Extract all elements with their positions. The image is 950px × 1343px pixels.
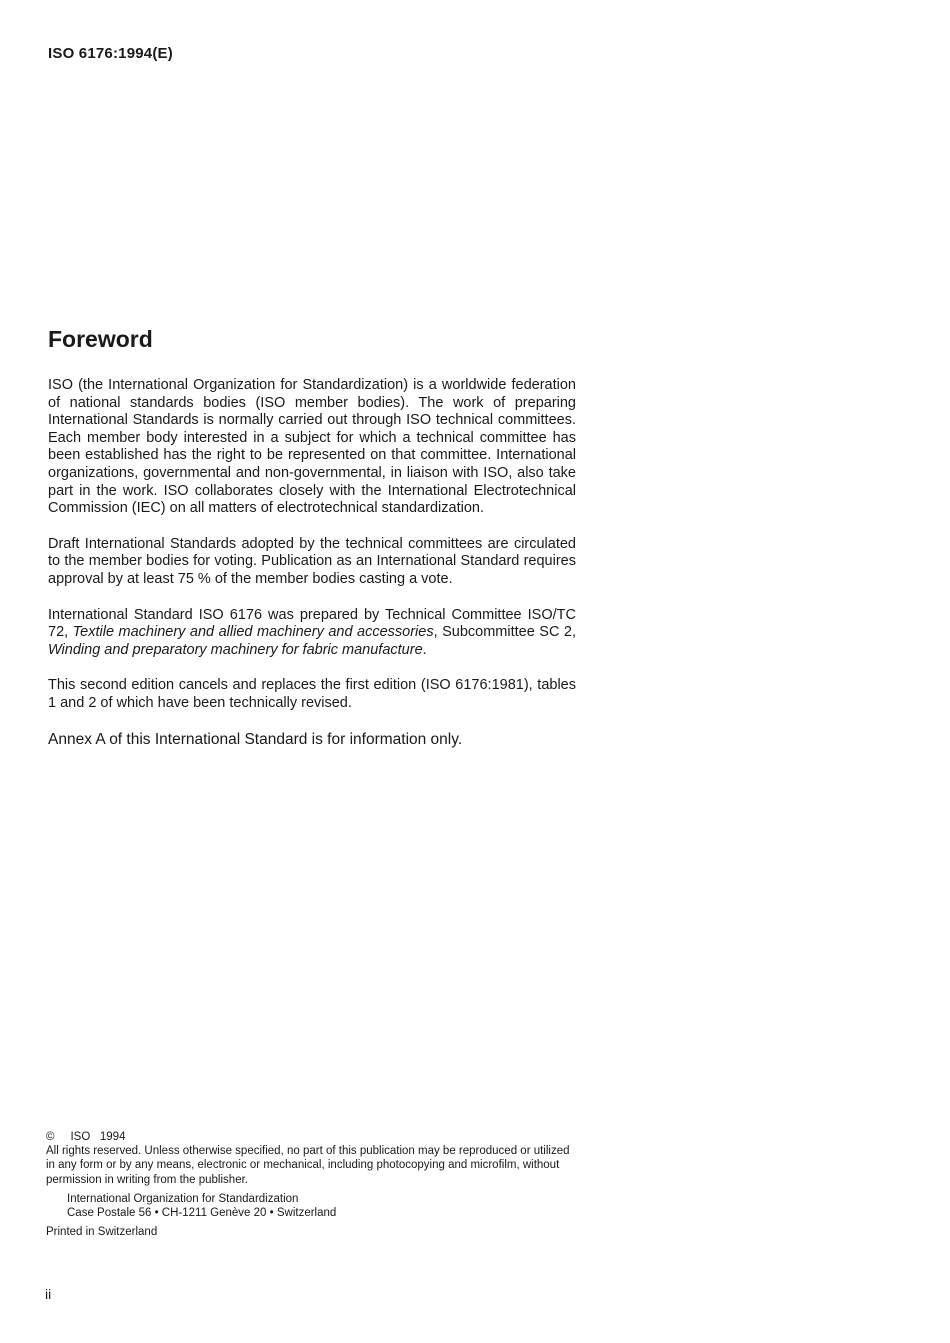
page-title: Foreword: [48, 326, 153, 352]
document-identifier: ISO 6176:1994(E): [48, 45, 173, 62]
foreword-paragraph-1: ISO (the International Organization for Standardization) is a worldwide federation of national standards bodies (ISO member bodies). The work of preparing International Standards is normally carried out through ISO technical committees. Each member body interested in a subject for which a technical committee has been established has the right to be represented on that committee. International organizations, governmental and non-governmental, in liaison with ISO, also take part in the work. ISO collaborates closely with the International Electrotechnical Commission (IEC) on all matters of electrotechnical standardization.: [48, 377, 576, 517]
copyright-year-line: [46, 1130, 581, 1144]
committee-title: Textile machinery and allied machinery and accessories: [72, 624, 434, 641]
foreword-body: [48, 377, 576, 766]
organization-name: International Organization for Standardization: [67, 1192, 299, 1205]
copyright-year: ISO 1994: [70, 1131, 126, 1143]
organization-address: Case Postale 56 • CH-1211 Genève 20 • Switzerland: [67, 1207, 337, 1220]
rights-statement: All rights reserved. Unless otherwise specified, no part of this publication may be reproduced or utilized in any form or by any means, electronic or mechanical, including photocopying and microfilm, without permission in writing from the publisher.: [46, 1145, 570, 1186]
page-number: ii: [45, 1286, 52, 1302]
paragraph-text: .: [422, 641, 427, 658]
foreword-paragraph-5: Annex A of this International Standard is for information only.: [48, 730, 463, 748]
foreword-paragraph-2: Draft International Standards adopted by the technical committees are circulated to the member bodies for voting. Publication as an International Standard requires approval by at least 75 % of the member bodies casting a vote.: [48, 535, 576, 587]
printed-in: Printed in Switzerland: [46, 1226, 158, 1239]
paragraph-text: International Standard ISO 6176 was prepared by Technical Committee ISO/TC 72,: [48, 606, 576, 641]
foreword-paragraph-4: This second edition cancels and replaces the first edition (ISO 6176:1981), tables 1 and 2 of which have been technically revised.: [48, 677, 576, 711]
copyright-symbol: ©: [46, 1131, 55, 1143]
foreword-paragraph-3: [48, 607, 576, 660]
paragraph-text: , Subcommittee SC 2,: [433, 624, 577, 641]
copyright-notice: [46, 1130, 581, 1239]
subcommittee-title: Winding and preparatory machinery for fabric manufacture: [48, 641, 423, 658]
